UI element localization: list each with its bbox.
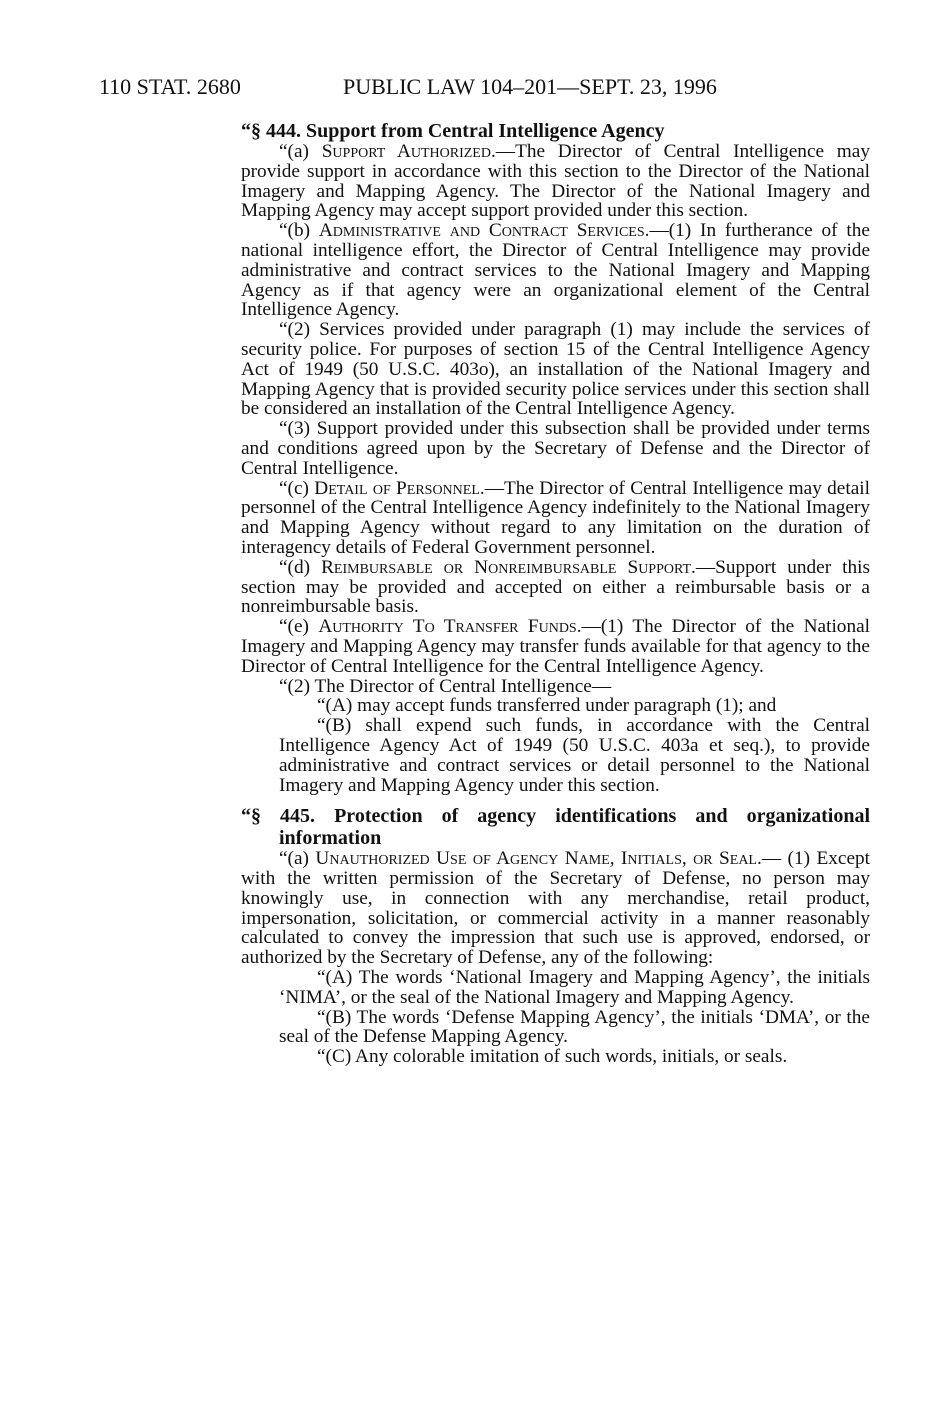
section-445-subparagraph-A: “(A) The words ‘National Imagery and Mapping Agency’, the initials ‘NIMA’, or the seal of the National Imagery and Mapping Agency.	[279, 967, 870, 1008]
section-444-paragraph-b2: “(2) Services provided under paragraph (1) may include the services of security police. For purposes of section 15 of the Central Intelligence Agency Act of 1949 (50 U.S.C. 403o), an installation of the National Imagery and Mapping Agency that is provided security police services under this section shall be considered an installation of the Central Intelligence Agency.	[241, 319, 870, 420]
subsection-open: “(a)	[279, 141, 322, 162]
section-445-heading: “§ 445. Protection of agency identifications and organizational information	[241, 805, 870, 850]
section-445-subsection-a	[241, 849, 870, 968]
subsection-text: —The Director of Central Intelligence may provide support in accordance with this section to the Director of the National Imagery and Mapping Agency. The Director of the National Imagery and Mapping Agency may accept support provided under this section.	[241, 141, 871, 222]
subsection-caption: Detail of Personnel.	[314, 477, 485, 499]
subsection-text: — (1) Except with the written permission of the Secretary of Defense, no person may knowingly use, in connection with any merchandise, retail product, impersonation, solicitation, or commercial activity in a manner reasonably calculated to convey the impression that such use is approved, endorsed, or authorized by the Secretary of Defense, any of the following:	[241, 848, 871, 969]
section-444-subsection-e	[241, 617, 870, 676]
subsection-caption: Unauthorized Use of Agency Name, Initials, or Seal.	[315, 848, 762, 870]
section-444-paragraph-b3: “(3) Support provided under this subsection shall be provided under terms and conditions agreed upon by the Secretary of Defense and the Director of Central Intelligence.	[241, 418, 870, 479]
subsection-text: —(1) In furtherance of the national intelligence effort, the Director of Central Intelligence may provide administrative and contract services to the National Imagery and Mapping Agency as if that agency were an organizational element of the Central Intelligence Agency.	[241, 220, 870, 321]
section-444-subsection-a	[241, 142, 870, 221]
subsection-text: —Support under this section may be provided and accepted on either a reimbursable basis or a nonreimbursable basis.	[241, 556, 870, 618]
section-444-subsection-c	[241, 479, 870, 558]
subsection-caption: Support Authorized.	[321, 141, 496, 162]
section-444-subparagraph-e2A: “(A) may accept funds transferred under paragraph (1); and	[317, 695, 777, 717]
statute-page-citation: 110 STAT. 2680	[99, 74, 241, 99]
law-text-body	[241, 120, 870, 1067]
subsection-text: —The Director of Central Intelligence may detail personnel of the Central Intelligence Agency indefinitely to the National Imagery and Mapping Agency without regard to any limitation on the duration of interagency details of Federal Government personnel.	[241, 477, 870, 558]
subsection-text: —(1) The Director of the National Imagery and Mapping Agency may transfer funds available for that agency to the Director of Central Intelligence for the Central Intelligence Agency.	[241, 616, 870, 677]
section-444-subsection-b	[241, 221, 870, 320]
subsection-open: “(a)	[279, 848, 316, 870]
subsection-open: “(d)	[279, 556, 322, 578]
section-445-subparagraph-B: “(B) The words ‘Defense Mapping Agency’, the initials ‘DMA’, or the seal of the Defense Mapping Agency.	[279, 1006, 870, 1048]
subsection-open: “(c)	[279, 477, 315, 499]
subsection-caption: Reimbursable or Nonreimbursable Support.	[321, 556, 696, 578]
section-444-subparagraph-e2B: “(B) shall expend such funds, in accordance with the Central Intelligence Agency Act of 1949 (50 U.S.C. 403a et seq.), to provide administrative and contract services or detail personnel to the National Imagery and Mapping Agency under this section.	[279, 715, 870, 796]
section-444-paragraph-e2: “(2) The Director of Central Intelligence—	[279, 675, 612, 697]
subsection-caption: Administrative and Contract Services.	[318, 220, 650, 242]
subsection-open: “(e)	[279, 616, 319, 638]
section-445-subparagraph-C: “(C) Any colorable imitation of such words, initials, or seals.	[317, 1046, 788, 1068]
public-law-citation: PUBLIC LAW 104–201—SEPT. 23, 1996	[343, 74, 717, 99]
subsection-caption: Authority To Transfer Funds.	[318, 616, 582, 638]
subsection-open: “(b)	[279, 220, 319, 242]
section-444-subsection-d	[241, 558, 870, 617]
section-444-heading: “§ 444. Support from Central Intelligence Agency	[241, 120, 665, 142]
